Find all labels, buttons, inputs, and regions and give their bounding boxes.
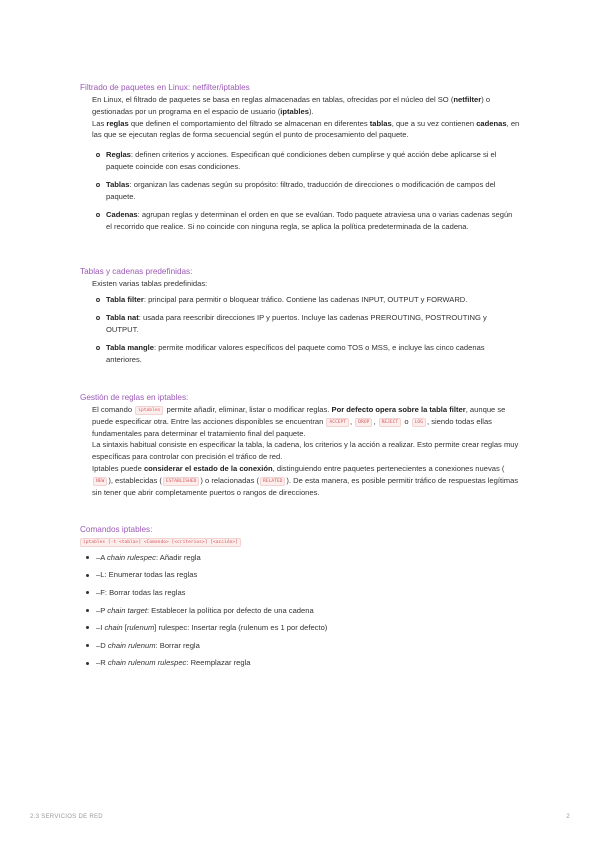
list-item	[96, 552, 520, 564]
list-item	[106, 294, 520, 306]
section-heading: Gestión de reglas en iptables:	[80, 393, 189, 402]
bold-text: considerar el estado de la conexión	[143, 463, 273, 473]
cmd-flag: –I	[96, 623, 105, 633]
cmd-flag: –L: Enumerar todas las reglas	[96, 570, 198, 580]
item-text: : agrupan reglas y determinan el orden en que se evalúan. Todo paquete atraviesa una o varias cadenas según el recorrido que realice. Si no coincide con ninguna regla, se aplica la política predeterminada de la cadena.	[106, 210, 513, 231]
cmd-desc: : Establecer la política por defecto de una cadena	[146, 605, 314, 615]
item-term: Tabla nat	[106, 312, 139, 322]
text: En Linux, el filtrado de paquetes se basa en reglas almacenadas en tablas, ofrecidas por el núcleo del SO	[92, 95, 449, 104]
cmd-flag: –R	[96, 658, 108, 668]
code-established: ESTABLISHED	[163, 477, 199, 486]
code-reject: REJECT	[379, 418, 402, 427]
item-term: Reglas	[106, 150, 131, 160]
section-tables	[80, 266, 520, 372]
list-item	[96, 569, 520, 581]
section-heading: Filtrado de paquetes en Linux: netfilter/iptables	[80, 83, 250, 92]
bold-text: Por defecto opera sobre la tabla filter	[331, 405, 466, 414]
cmd-flag: –F: Borrar todas las reglas	[96, 587, 186, 597]
item-term: Tabla mangle	[106, 342, 154, 352]
commands-list	[80, 552, 520, 669]
text: El comando	[92, 405, 135, 414]
list-item	[106, 179, 520, 203]
text: Iptables puede	[92, 463, 144, 473]
item-text: : usada para reescribir direcciones IP y puertos. Incluye las cadenas PREROUTING, POSTROUTING y OUTPUT.	[106, 312, 487, 334]
tables-list	[80, 294, 520, 366]
text: Las	[92, 118, 107, 128]
term-tablas: tablas	[369, 118, 392, 128]
term-cadenas: cadenas	[476, 118, 507, 128]
item-term: Tabla filter	[106, 294, 144, 304]
list-item	[106, 312, 520, 336]
paragraph-command	[80, 404, 520, 498]
section-commands	[80, 524, 520, 675]
cmd-args: chain rulenum rulespec	[107, 658, 187, 668]
item-text: : definen criterios y acciones. Especifican qué condiciones deben cumplirse y qué acción debe aplicarse si el paquete coincide con esas condiciones.	[106, 150, 497, 171]
paragraph-intro: Existen varias tablas predefinidas:	[92, 279, 208, 288]
term-reglas: reglas	[106, 118, 129, 128]
section-heading: Tablas y cadenas predefinidas:	[80, 267, 193, 276]
list-item	[96, 622, 520, 634]
text: permite añadir, eliminar, listar o modificar reglas.	[164, 405, 332, 414]
text: La sintaxis habitual consiste en especificar la tabla, la cadena, los criterios y la acción a realizar. Esto permite crear reglas muy específicas para controlar con precisión el tráfico de red.	[92, 440, 519, 462]
list-item	[106, 209, 520, 233]
cmd-desc: [	[122, 623, 127, 633]
code-related: RELATED	[260, 477, 285, 486]
text: , distinguiendo entre paquetes pertenecientes a conexiones nuevas (	[272, 463, 505, 473]
cmd-args: chain	[104, 623, 123, 633]
cmd-desc: : Añadir regla	[155, 552, 201, 562]
text: o	[402, 416, 411, 426]
cmd-desc: ] rulespec: Insertar regla (rulenum es 1 por defecto)	[154, 623, 328, 633]
text: , aunque se puede especificar otra. Entre las acciones disponibles se encuentran	[92, 405, 506, 426]
text: ,	[373, 416, 378, 426]
list-item	[106, 149, 520, 173]
paragraph-intro: En Linux, el filtrado de paquetes se basa en reglas almacenadas en tablas, ofrecidas por el núcleo del SO (netfilter) o gestionadas por un programa en el espacio de usuario (iptables). Las reglas que definen el comportamiento del filtrado se almacenan en diferentes tablas, que a su vez contienen cadenas, en las que se ejecutan reglas de forma secuencial según el punto de procesamiento del paquete.	[92, 95, 520, 140]
cmd-args: chain rulenum	[107, 640, 156, 650]
text: ) o gestionadas por un programa en el espacio de usuario (	[92, 95, 491, 116]
text: , siendo todas ellas fundamentales para determinar el tratamiento final del paquete.	[92, 416, 492, 438]
cmd-args: rulenum	[126, 623, 155, 633]
text: que definen el comportamiento del filtrado se almacenan en diferentes	[128, 118, 370, 128]
footer-section-label: 2.3 SERVICIOS DE RED	[30, 814, 103, 820]
list-item	[96, 605, 520, 617]
list-item	[96, 640, 520, 652]
cmd-flag: –A	[96, 552, 107, 562]
text: ) o relacionadas (	[200, 475, 260, 485]
item-term: Cadenas	[106, 210, 138, 220]
text: ), establecidas (	[108, 475, 162, 485]
code-drop: DROP	[355, 418, 372, 427]
text: , en las que se ejecutan reglas de forma secuencial según el punto de procesamiento del paquete.	[92, 118, 520, 140]
section-rules-management	[80, 392, 520, 498]
item-text: : organizan las cadenas según su propósito: filtrado, traducción de direcciones o modificación de campos del paquete.	[106, 180, 496, 201]
concept-list	[80, 149, 520, 233]
cmd-args: chain rulespec	[106, 552, 156, 562]
item-term: Tablas	[106, 180, 130, 190]
page-number: 2	[566, 814, 570, 820]
section-heading: Comandos iptables:	[80, 525, 153, 534]
text: ,	[350, 416, 355, 426]
code-accept: ACCEPT	[326, 418, 349, 427]
item-text: : principal para permitir o bloquear tráfico. Contiene las cadenas INPUT, OUTPUT y FORWARD.	[143, 294, 468, 304]
term-iptables: iptables	[280, 106, 309, 116]
section-netfilter	[80, 82, 520, 239]
cmd-flag: –D	[96, 640, 108, 650]
item-text: : permite modificar valores específicos del paquete como TOS o MSS, e incluye las cinco cadenas anteriores.	[106, 342, 485, 364]
text: ).	[308, 106, 314, 116]
cmd-desc: : Reemplazar regla	[186, 658, 251, 668]
list-item	[96, 587, 520, 599]
page-footer	[30, 812, 570, 824]
code-log: LOG	[412, 418, 426, 427]
list-item	[96, 657, 520, 669]
code-syntax: iptables [-t <tabla>] <Comando> [<criterios>] [<acción>]	[80, 538, 241, 547]
cmd-flag: –P	[96, 605, 108, 615]
list-item	[106, 342, 520, 366]
code-iptables: iptables	[135, 406, 163, 415]
term-netfilter: netfilter	[453, 95, 482, 104]
text: , que a su vez contienen	[391, 118, 475, 128]
text: ). De esta manera, es posible permitir tráfico de respuestas legítimas sin tener que abrir completamente puertos o rangos de direcciones.	[92, 475, 519, 497]
cmd-args: chain target	[107, 605, 147, 615]
cmd-desc: : Borrar regla	[155, 640, 200, 650]
code-new: NEW	[93, 477, 107, 486]
